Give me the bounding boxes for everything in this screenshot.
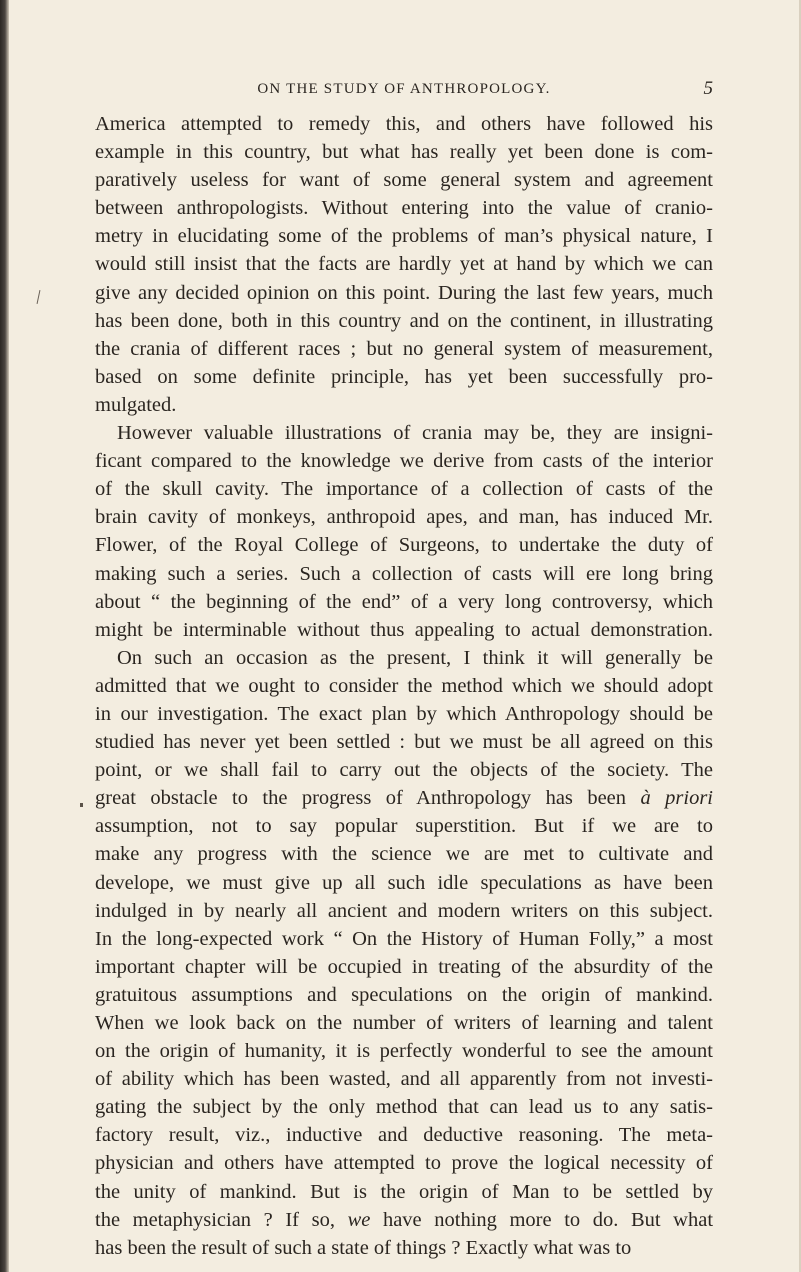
running-head: ON THE STUDY OF ANTHROPOLOGY. bbox=[257, 81, 551, 97]
text-line: On such an occasion as the present, I think it will generally be bbox=[117, 646, 713, 669]
text-line: of ability which has been wasted, and all apparently from not investi- bbox=[95, 1068, 713, 1091]
text-line: metry in elucidating some of the problems of man’s physical nature, I bbox=[95, 225, 713, 248]
italic-a-priori: à priori bbox=[640, 787, 713, 810]
text-line: point, or we shall fail to carry out the objects of the society. The bbox=[95, 759, 713, 782]
stray-dot bbox=[80, 803, 83, 807]
text-line: In the long-expected work “ On the History of Human Folly,” a most bbox=[95, 927, 713, 950]
text-line: between anthropologists. Without entering into the value of cranio- bbox=[95, 197, 713, 220]
text-line: the unity of mankind. But is the origin of Man to be settled by bbox=[95, 1180, 713, 1203]
page-number: 5 bbox=[703, 78, 713, 99]
text-line: gating the subject by the only method that can lead us to any satis- bbox=[95, 1096, 713, 1119]
text-line: has been the result of such a state of things ? Exactly what was to bbox=[95, 1236, 632, 1259]
body-text bbox=[95, 110, 713, 1262]
text-line: paratively useless for want of some general system and agreement bbox=[95, 169, 713, 192]
text-segment: the metaphysician ? If so, bbox=[95, 1208, 335, 1231]
text-line: develope, we must give up all such idle speculations as have been bbox=[95, 871, 713, 894]
text-line: might be interminable without thus appealing to actual demonstration. bbox=[95, 618, 713, 641]
text-segment: great obstacle to the progress of Anthropology has been bbox=[95, 787, 627, 810]
text-line: about “ the beginning of the end” of a very long controversy, which bbox=[95, 590, 713, 613]
text-line: making such a series. Such a collection of casts will ere long bring bbox=[95, 562, 713, 585]
italic-we: we bbox=[347, 1208, 371, 1231]
page-header bbox=[95, 77, 713, 101]
text-line bbox=[95, 1206, 713, 1234]
text-line: brain cavity of monkeys, anthropoid apes, and man, has induced Mr. bbox=[95, 506, 713, 529]
text-line: factory result, viz., inductive and deductive reasoning. The meta- bbox=[95, 1124, 713, 1147]
text-line: studied has never yet been settled : but we must be all agreed on this bbox=[95, 731, 713, 754]
text-line: important chapter will be occupied in treating of the absurdity of the bbox=[95, 955, 713, 978]
text-line: would still insist that the facts are hardly yet at hand by which we can bbox=[95, 253, 713, 276]
text-line: gratuitous assumptions and speculations on the origin of mankind. bbox=[95, 983, 713, 1006]
text-line: of the skull cavity. The importance of a collection of casts of the bbox=[95, 478, 713, 501]
text-line: give any decided opinion on this point. During the last few years, much bbox=[95, 281, 713, 304]
text-line: on the origin of humanity, it is perfectly wonderful to see the amount bbox=[95, 1040, 713, 1063]
text-line: make any progress with the science we are met to cultivate and bbox=[95, 843, 713, 866]
text-line: When we look back on the number of writers of learning and talent bbox=[95, 1012, 713, 1034]
text-line: based on some definite principle, has yet been successfully pro- bbox=[95, 365, 713, 388]
text-line: assumption, not to say popular superstition. But if we are to bbox=[95, 815, 713, 838]
text-line: indulged in by nearly all ancient and modern writers on this subject. bbox=[95, 899, 713, 922]
text-line: has been done, both in this country and on the continent, in illustrating bbox=[95, 309, 713, 332]
text-line: admitted that we ought to consider the method which we should adopt bbox=[95, 674, 713, 697]
text-line: example in this country, but what has really yet been done is com- bbox=[95, 141, 713, 164]
text-line: America attempted to remedy this, and others have followed his bbox=[95, 113, 713, 135]
text-line bbox=[95, 784, 713, 812]
text-segment: have nothing more to do. But what bbox=[382, 1208, 713, 1231]
text-line: the crania of different races ; but no general system of measurement, bbox=[95, 337, 713, 360]
text-line: in our investigation. The exact plan by which Anthropology should be bbox=[95, 702, 713, 725]
text-line: Flower, of the Royal College of Surgeons, to undertake the duty of bbox=[95, 534, 713, 557]
stray-mark bbox=[37, 290, 41, 304]
text-line: ficant compared to the knowledge we derive from casts of the interior bbox=[95, 450, 713, 473]
text-line: physician and others have attempted to prove the logical necessity of bbox=[95, 1152, 713, 1175]
page-binding-edge bbox=[0, 0, 9, 1272]
text-line: However valuable illustrations of crania may be, they are insigni- bbox=[117, 422, 713, 445]
text-line: mulgated. bbox=[95, 393, 177, 416]
